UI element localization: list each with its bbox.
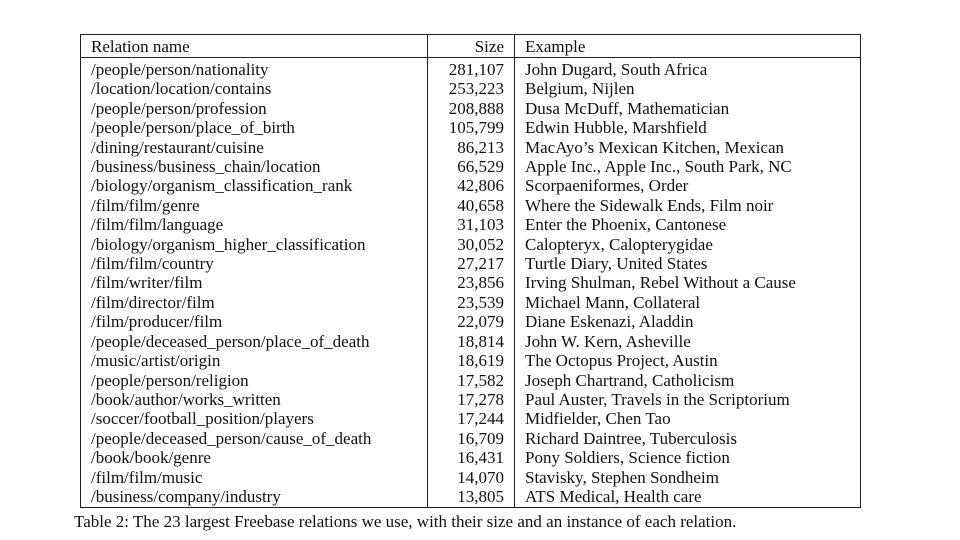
header-relation-name: Relation name [81,35,428,58]
example-cell: John Dugard, South Africa [515,58,861,80]
example-cell: Enter the Phoenix, Cantonese [515,215,861,234]
relation-name-cell: /film/film/genre [91,195,200,215]
example-cell: Belgium, Nijlen [515,79,861,98]
example-cell: Scorpaeniformes, Order [515,176,861,195]
table-row [81,254,861,273]
table-row [81,409,861,428]
relations-table-container [80,34,860,508]
table-row [81,235,861,254]
table-row [81,429,861,448]
example-cell: Michael Mann, Collateral [515,293,861,312]
relation-name-cell: /biology/organism_classification_rank [91,176,353,196]
table-row [81,79,861,98]
relation-name-cell: /film/director/film [91,292,215,312]
relation-name-cell: /location/location/contains [91,79,272,99]
relation-name-cell: /people/person/profession [91,98,267,118]
size-cell: 17,244 [428,409,515,428]
example-cell: Where the Sidewalk Ends, Film noir [515,196,861,215]
relation-name-cell: /people/person/nationality [91,60,269,79]
table-row [81,332,861,351]
example-cell: Irving Shulman, Rebel Without a Cause [515,273,861,292]
table-row [81,293,861,312]
size-cell: 16,709 [428,429,515,448]
size-cell: 14,070 [428,468,515,487]
table-caption: Table 2: The 23 largest Freebase relations we use, with their size and an instance of each relation. [74,512,737,531]
relations-table [80,34,861,508]
table-row [81,215,861,234]
example-cell: ATS Medical, Health care [515,487,861,508]
example-cell: Stavisky, Stephen Sondheim [515,468,861,487]
table-row [81,176,861,195]
size-cell: 17,278 [428,390,515,409]
relation-name-cell: /book/author/works_written [91,389,281,409]
table-header [81,35,861,58]
example-cell: Apple Inc., Apple Inc., South Park, NC [515,157,861,176]
relation-name-cell: /film/writer/film [91,273,203,293]
example-cell: The Octopus Project, Austin [515,351,861,370]
header-size: Size [428,35,515,58]
table-row [81,99,861,118]
size-cell: 105,799 [428,118,515,137]
relation-name-cell: /music/artist/origin [91,351,221,371]
relation-name-cell: /soccer/football_position/players [91,409,314,429]
size-cell: 281,107 [428,58,515,80]
table-row [81,273,861,292]
size-cell: 208,888 [428,99,515,118]
relation-name-cell: /book/book/genre [91,448,211,468]
size-cell: 18,619 [428,351,515,370]
table-row [81,58,861,80]
table-row [81,312,861,331]
table-row [81,118,861,137]
relation-name-cell: /biology/organism_higher_classification [91,234,366,254]
table-row [81,371,861,390]
size-cell: 27,217 [428,254,515,273]
table-row [81,487,861,508]
relation-name-cell: /people/deceased_person/place_of_death [91,331,370,351]
table-row [81,157,861,176]
example-cell: John W. Kern, Asheville [515,332,861,351]
example-cell: Richard Daintree, Tuberculosis [515,429,861,448]
table-row [81,196,861,215]
size-cell: 23,856 [428,273,515,292]
size-cell: 86,213 [428,138,515,157]
table-row [81,390,861,409]
table-row [81,448,861,467]
header-row [81,35,861,58]
relation-name-cell: /people/person/religion [91,370,249,390]
relation-name-cell: /people/deceased_person/cause_of_death [91,428,372,448]
table-row [81,351,861,370]
header-example: Example [515,35,861,58]
size-cell: 17,582 [428,371,515,390]
size-cell: 30,052 [428,235,515,254]
example-cell: Midfielder, Chen Tao [515,409,861,428]
example-cell: Joseph Chartrand, Catholicism [515,371,861,390]
example-cell: Diane Eskenazi, Aladdin [515,312,861,331]
size-cell: 18,814 [428,332,515,351]
relation-name-cell: /business/business_chain/location [91,157,321,177]
size-cell: 66,529 [428,157,515,176]
example-cell: Pony Soldiers, Science fiction [515,448,861,467]
size-cell: 22,079 [428,312,515,331]
table-row [81,138,861,157]
size-cell: 23,539 [428,293,515,312]
relation-name-cell: /business/company/industry [91,486,281,506]
size-cell: 40,658 [428,196,515,215]
relation-name-cell: /film/film/country [91,254,214,274]
size-cell: 13,805 [428,487,515,508]
example-cell: Paul Auster, Travels in the Scriptorium [515,390,861,409]
example-cell: MacAyo’s Mexican Kitchen, Mexican [515,138,861,157]
size-cell: 31,103 [428,215,515,234]
example-cell: Turtle Diary, United States [515,254,861,273]
relation-name-cell: /people/person/place_of_birth [91,118,295,138]
size-cell: 42,806 [428,176,515,195]
size-cell: 253,223 [428,79,515,98]
example-cell: Calopteryx, Calopterygidae [515,235,861,254]
size-cell: 16,431 [428,448,515,467]
relation-name-cell: /film/film/language [91,215,224,235]
example-cell: Dusa McDuff, Mathematician [515,99,861,118]
example-cell: Edwin Hubble, Marshfield [515,118,861,137]
relation-name-cell: /dining/restaurant/cuisine [91,137,264,157]
table-body [81,58,861,508]
relation-name-cell: /film/producer/film [91,312,223,332]
relation-name-cell: /film/film/music [91,467,203,487]
table-row [81,468,861,487]
